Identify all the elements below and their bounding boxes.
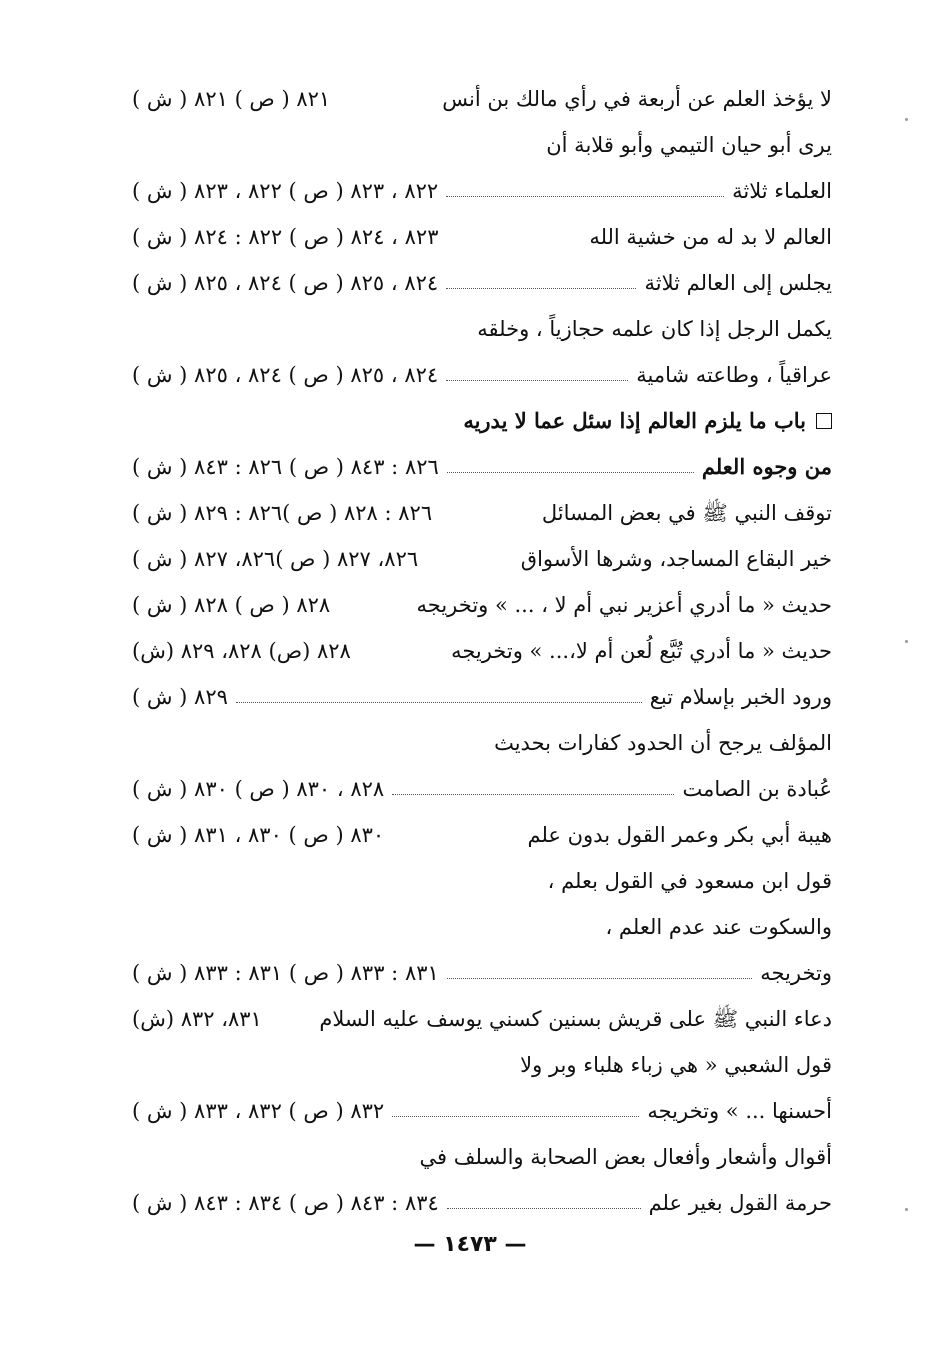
- page-number: — ١٤٧٣ —: [413, 1232, 527, 1257]
- entry-title: يكمل الرجل إذا كان علمه حجازياً ، وخلقه: [477, 317, 832, 341]
- index-entry: [132, 858, 832, 904]
- index-entry: [132, 444, 832, 490]
- entry-page-refs: ٨٣١، ٨٣٢ (ش): [132, 1007, 262, 1031]
- entry-page-refs: ٨٣٤ : ٨٤٣ ( ص ) ٨٣٤ : ٨٤٣ ( ش ): [132, 1191, 439, 1215]
- entry-title: هيبة أبي بكر وعمر القول بدون علم: [527, 823, 832, 847]
- index-entry: [132, 536, 832, 582]
- entry-title: العالم لا بد له من خشية الله: [589, 225, 832, 249]
- index-entry: [132, 812, 832, 858]
- section-heading: [132, 398, 832, 444]
- entry-page-refs: ٨٣٠ ( ص ) ٨٣٠ ، ٨٣١ ( ش ): [132, 823, 385, 847]
- entry-title: حديث « ما أدري تُبَّع لُعن أم لا،... » وتخريجه: [451, 639, 832, 663]
- index-entry: [132, 490, 832, 536]
- entry-title: قول ابن مسعود في القول بعلم ،: [547, 869, 832, 893]
- entry-title: أقوال وأشعار وأفعال بعض الصحابة والسلف في: [419, 1145, 832, 1169]
- entry-page-refs: ٨٢٨ ، ٨٣٠ ( ص ) ٨٣٠ ( ش ): [132, 777, 385, 801]
- entry-title: لا يؤخذ العلم عن أربعة في رأي مالك بن أنس: [442, 87, 832, 111]
- entry-page-refs: ٨٣١ : ٨٣٣ ( ص ) ٨٣١ : ٨٣٣ ( ش ): [132, 961, 439, 985]
- entry-page-refs: ٨٢٤ ، ٨٢٥ ( ص ) ٨٢٤ ، ٨٢٥ ( ش ): [132, 363, 439, 387]
- entry-title: والسكوت عند عدم العلم ،: [605, 915, 832, 939]
- scan-speck: [905, 640, 908, 643]
- entry-title: حديث « ما أدري أعزير نبي أم لا ، ... » وتخريجه: [416, 593, 832, 617]
- entry-page-refs: ٨٢٤ ، ٨٢٥ ( ص ) ٨٢٤ ، ٨٢٥ ( ش ): [132, 271, 439, 295]
- section-title: باب ما يلزم العالم إذا سئل عما لا يدريه: [463, 408, 806, 433]
- index-entry: [132, 352, 832, 398]
- index-entry: [132, 720, 832, 766]
- index-entries: [132, 76, 832, 1226]
- entry-title: توقف النبي ﷺ في بعض المسائل: [541, 501, 832, 525]
- index-entry: [132, 76, 832, 122]
- entry-title: عراقياً ، وطاعته شامية: [636, 363, 832, 387]
- entry-page-refs: ٨٢٦ : ٨٤٣ ( ص ) ٨٢٦ : ٨٤٣ ( ش ): [132, 455, 439, 479]
- index-entry: [132, 674, 832, 720]
- dot-leader: [447, 472, 694, 473]
- entry-page-refs: ٨٢١ ( ص ) ٨٢١ ( ش ): [132, 87, 331, 111]
- entry-page-refs: ٨٢٢ ، ٨٢٣ ( ص ) ٨٢٢ ، ٨٢٣ ( ش ): [132, 179, 439, 203]
- entry-page-refs: ٨٢٨ (ص) ٨٢٨، ٨٢٩ (ش): [132, 639, 351, 663]
- index-entry: [132, 950, 832, 996]
- index-entry: [132, 996, 832, 1042]
- index-entry: [132, 904, 832, 950]
- entry-title: يرى أبو حيان التيمي وأبو قلابة أن: [546, 133, 832, 157]
- entry-page-refs: ٨٢٨ ( ص ) ٨٢٨ ( ش ): [132, 593, 331, 617]
- entry-title: العلماء ثلاثة: [732, 179, 832, 203]
- dot-leader: [446, 196, 724, 197]
- entry-page-refs: ٨٢٦، ٨٢٧ ( ص )٨٢٦، ٨٢٧ ( ش ): [132, 547, 419, 571]
- index-entry: [132, 766, 832, 812]
- entry-title: وتخريجه: [760, 961, 832, 985]
- entry-title: المؤلف يرجح أن الحدود كفارات بحديث: [494, 731, 832, 755]
- entry-page-refs: ٨٢٣ ، ٨٢٤ ( ص ) ٨٢٢ : ٨٢٤ ( ش ): [132, 225, 439, 249]
- index-entry: [132, 1042, 832, 1088]
- index-entry: [132, 1134, 832, 1180]
- entry-title: قول الشعبي « هي زباء هلباء وبر ولا: [520, 1053, 832, 1077]
- entry-title: خير البقاع المساجد، وشرها الأسواق: [520, 547, 832, 571]
- entry-title: دعاء النبي ﷺ على قريش بسنين كسني يوسف عليه السلام: [319, 1007, 832, 1031]
- dot-leader: [392, 1116, 639, 1117]
- index-entry: [132, 628, 832, 674]
- index-entry: [132, 1088, 832, 1134]
- scan-speck: [905, 118, 908, 121]
- entry-title: من وجوه العلم: [701, 454, 832, 479]
- entry-title: يجلس إلى العالم ثلاثة: [644, 271, 832, 295]
- entry-title: أحسنها ... » وتخريجه: [647, 1099, 832, 1123]
- dot-leader: [447, 978, 752, 979]
- entry-title: حرمة القول بغير علم: [648, 1191, 832, 1215]
- entry-page-refs: ٨٢٩ ( ش ): [132, 685, 228, 709]
- index-entry: [132, 168, 832, 214]
- entry-page-refs: ٨٢٦ : ٨٢٨ ( ص )٨٢٦ : ٨٢٩ ( ش ): [132, 501, 433, 525]
- entry-title: ورود الخبر بإسلام تبع: [649, 685, 832, 709]
- index-entry: [132, 1180, 832, 1226]
- dot-leader: [392, 794, 674, 795]
- index-entry: [132, 260, 832, 306]
- scan-speck: [905, 1208, 908, 1211]
- dot-leader: [446, 288, 636, 289]
- index-entry: [132, 122, 832, 168]
- index-entry: [132, 214, 832, 260]
- entry-page-refs: ٨٣٢ ( ص ) ٨٣٢ ، ٨٣٣ ( ش ): [132, 1099, 385, 1123]
- dot-leader: [447, 1208, 641, 1209]
- index-entry: [132, 306, 832, 352]
- index-entry: [132, 582, 832, 628]
- dot-leader: [236, 702, 642, 703]
- dot-leader: [446, 380, 628, 381]
- entry-title: عُبادة بن الصامت: [682, 777, 832, 801]
- square-bullet-icon: [816, 413, 832, 429]
